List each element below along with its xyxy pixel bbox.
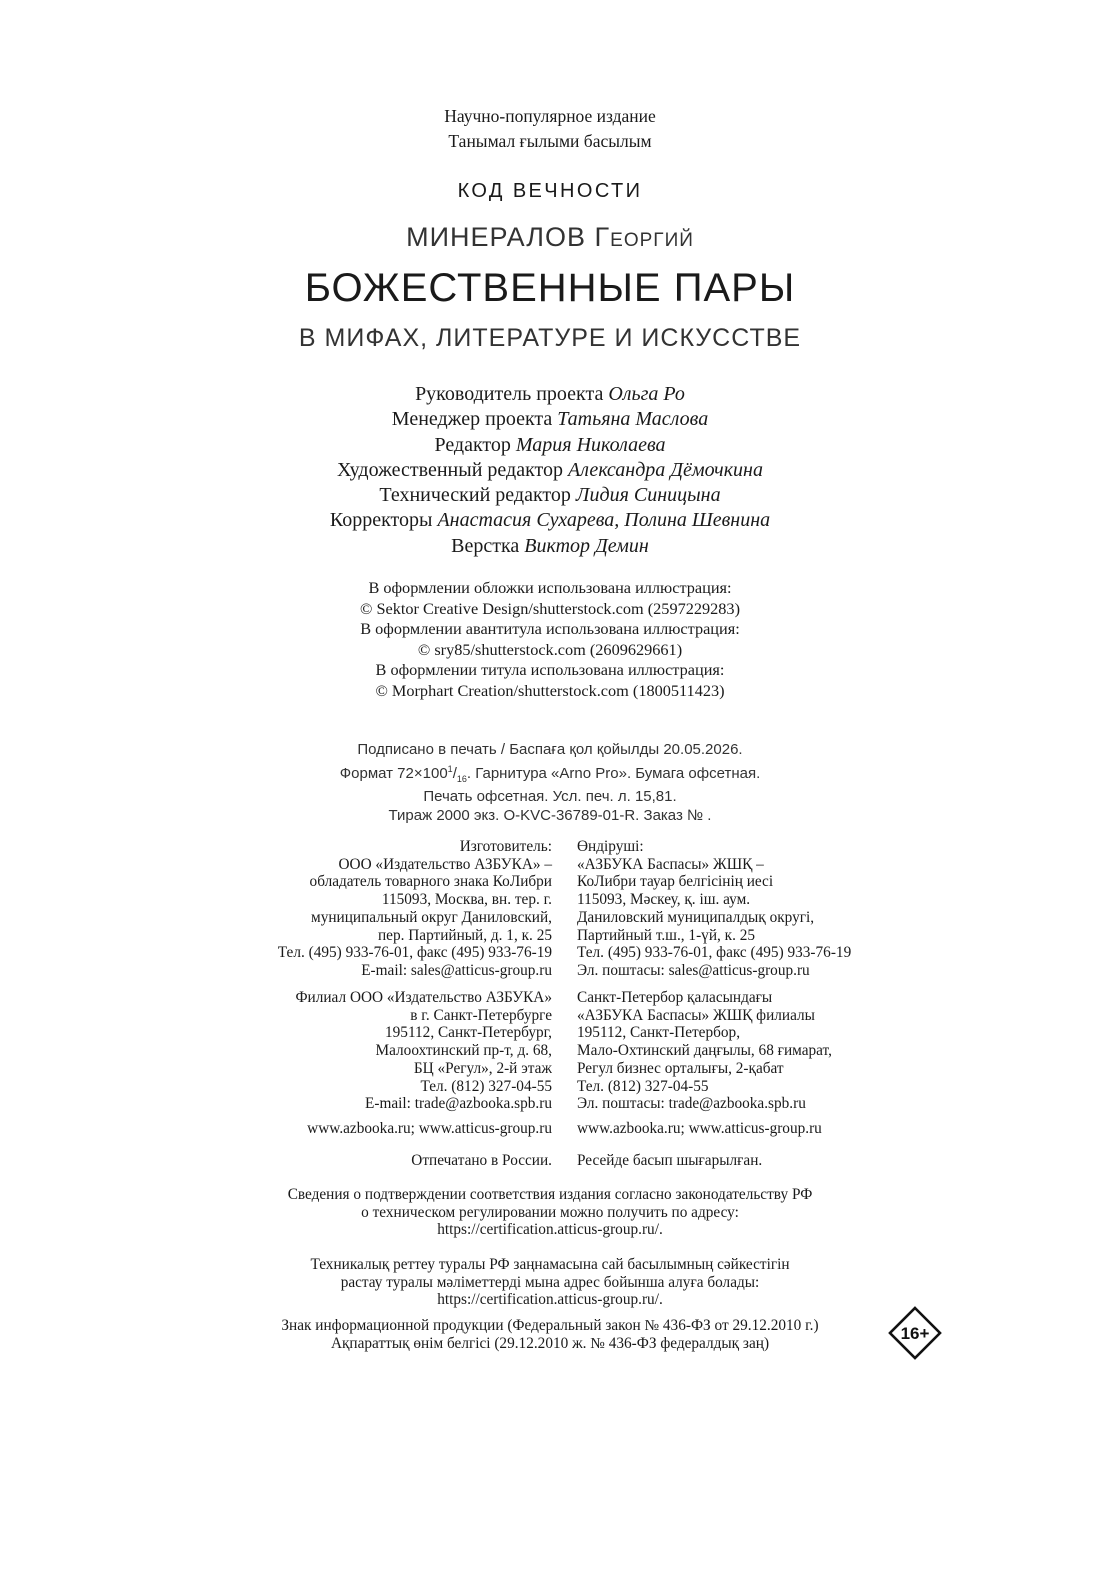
manufacturer-kz-line: Тел. (495) 933-76-01, факс (495) 933-76-19 <box>577 944 852 962</box>
credit-name: Виктор Демин <box>524 534 649 557</box>
credit-role: Менеджер проекта <box>391 408 553 431</box>
credit-role: Верстка <box>451 534 520 557</box>
branch-ru-line: Малоохтинский пр-т, д. 68, <box>375 1042 552 1060</box>
print-run: Тираж 2000 экз. O-KVC-36789-01-R. Заказ № . <box>388 806 712 824</box>
author-last-name: МИНЕРАЛОВ <box>406 222 587 252</box>
author <box>0 222 1100 253</box>
book-title: БОЖЕСТВЕННЫЕ ПАРЫ <box>304 266 796 310</box>
credit-line <box>0 433 1100 458</box>
branch-ru-line: 195112, Санкт-Петербург, <box>385 1024 552 1042</box>
illustration-line: © Sektor Creative Design/shutterstock.com (2597229283) <box>360 598 740 618</box>
credit-line <box>0 534 1100 559</box>
format-numerator: 1 <box>447 763 453 774</box>
certification-ru-line: Сведения о подтверждении соответствия издания согласно законодательству РФ <box>287 1186 813 1203</box>
credit-line <box>0 458 1100 483</box>
credit-name: Ольга Ро <box>608 383 685 405</box>
credit-name: Анастасия Сухарева, Полина Шевнина <box>437 509 771 532</box>
format-denominator: 16 <box>456 773 467 784</box>
credit-role: Редактор <box>434 433 511 456</box>
manufacturer-ru-line: Тел. (495) 933-76-01, факс (495) 933-76-19 <box>277 944 552 962</box>
edition-type <box>0 104 1100 154</box>
branch-kz-line: 195112, Санкт-Петербор, <box>577 1024 741 1042</box>
print-info <box>0 741 1100 825</box>
printed-in-ru: Отпечатано в России. <box>411 1152 552 1169</box>
manufacturer-kz-line: «АЗБУКА Баспасы» ЖШҚ – <box>577 855 764 873</box>
credit-name: Мария Николаева <box>515 433 666 456</box>
format-suffix: . Гарнитура «Arno Pro». Бумага офсетная. <box>466 764 761 782</box>
credit-name: Александра Дёмочкина <box>568 458 763 481</box>
certification-kz <box>0 1256 1100 1309</box>
credit-name: Лидия Синицына <box>575 484 721 507</box>
manufacturer-kz-line: Партийный т.ш., 1-үй, к. 25 <box>577 926 756 944</box>
branch-ru-email: E-mail: trade@azbooka.spb.ru <box>365 1095 552 1113</box>
credit-role: Корректоры <box>329 509 433 532</box>
format-line: Формат $72\times 100^1/_{16}$. Гарнитура «Arno Pro». Бумага офсетная. <box>339 763 761 784</box>
book-subtitle: В МИФАХ, ЛИТЕРАТУРЕ И ИСКУССТВЕ <box>298 324 802 352</box>
manufacturer-ru-line: муниципальный округ Даниловский, <box>311 908 552 926</box>
branch-ru-line: в г. Санкт-Петербурге <box>410 1006 552 1024</box>
age-rating-badge <box>888 1306 942 1360</box>
websites-kz: www.azbooka.ru; www.atticus-group.ru <box>577 1120 822 1137</box>
branch-ru-line: БЦ «Регул», 2-й этаж <box>413 1059 552 1077</box>
credits <box>0 382 1100 559</box>
print-type: Печать офсетная. Усл. печ. л. 15,81. <box>423 788 677 805</box>
info-label-kz: Ақпараттық өнім белгісі (29.12.2010 ж. № 436-ФЗ федералдық заң) <box>330 1334 770 1352</box>
edition-type-ru: Научно-популярное издание <box>444 106 656 126</box>
credit-line <box>0 382 1100 407</box>
branch-ru-line: Тел. (812) 327-04-55 <box>420 1077 552 1095</box>
manufacturer-kz-line: КоЛибри тауар белгісінің иесі <box>577 873 774 891</box>
branch-kz-line: Регул бизнес орталығы, 2-қабат <box>577 1059 784 1077</box>
manufacturer-ru-line: Изготовитель: <box>459 838 552 855</box>
manufacturer-ru <box>278 838 552 980</box>
manufacturer-ru-line: ООО «Издательство АЗБУКА» – <box>338 855 552 873</box>
illustration-line: © Morphart Creation/shutterstock.com (1800511423) <box>375 680 725 700</box>
manufacturer-kz-line: Өндіруші: <box>577 838 644 855</box>
branch-kz-line: Санкт-Петербор қаласындағы <box>577 989 773 1006</box>
branch-ru-line: Филиал ООО «Издательство АЗБУКА» <box>295 989 552 1006</box>
branch-ru <box>295 989 552 1113</box>
manufacturer-kz-email: Эл. поштасы: sales@atticus-group.ru <box>577 961 810 979</box>
credit-line <box>0 407 1100 432</box>
illustration-credits <box>0 578 1100 702</box>
credit-line <box>0 508 1100 533</box>
manufacturer-ru-line: 115093, Москва, вн. тер. г. <box>381 891 552 909</box>
age-rating-text: 16+ <box>900 1324 930 1343</box>
credit-role: Руководитель проекта <box>415 383 604 405</box>
credit-role: Технический редактор <box>379 484 571 507</box>
series-name: КОД ВЕЧНОСТИ <box>457 180 643 202</box>
branch-kz-line: «АЗБУКА Баспасы» ЖШҚ филиалы <box>577 1006 815 1024</box>
credit-name: Татьяна Маслова <box>557 408 709 431</box>
illustration-line: В оформлении титула использована иллюстрация: <box>375 660 725 680</box>
branch-kz-line: Мало-Охтинский даңғылы, 68 ғимарат, <box>577 1042 832 1060</box>
illustration-line: В оформлении обложки использована иллюстрация: <box>368 578 732 597</box>
credit-role: Художественный редактор <box>337 458 563 481</box>
credit-line <box>0 483 1100 508</box>
certification-kz-line: Техникалық реттеу туралы РФ заңнамасына сай басылымның сәйкестігін <box>310 1256 790 1273</box>
manufacturer-kz <box>577 838 851 980</box>
format-prefix: Формат 72×100 <box>339 764 448 782</box>
branch-kz-line: Тел. (812) 327-04-55 <box>577 1077 709 1095</box>
manufacturer-kz-line: Даниловский муниципалдық округі, <box>577 908 815 926</box>
manufacturer-kz-line: 115093, Мәскеу, қ. іш. аум. <box>577 891 751 909</box>
illustration-line: В оформлении авантитула использована иллюстрация: <box>360 619 740 639</box>
certification-ru-line: о техническом регулировании можно получить по адресу: <box>361 1203 739 1221</box>
edition-type-kz: Танымал ғылыми басылым <box>448 131 652 151</box>
branch-kz-email: Эл. поштасы: trade@azbooka.spb.ru <box>577 1095 806 1113</box>
certification-kz-url: https://certification.atticus-group.ru/. <box>437 1291 663 1309</box>
info-label-ru: Знак информационной продукции (Федеральный закон № 436-ФЗ от 29.12.2010 г.) <box>281 1317 819 1334</box>
manufacturer-ru-line: обладатель товарного знака КоЛибри <box>309 873 552 891</box>
certification-ru-url: https://certification.atticus-group.ru/. <box>437 1221 663 1239</box>
manufacturer-ru-line: пер. Партийный, д. 1, к. 25 <box>377 926 552 944</box>
branch-kz <box>577 989 832 1113</box>
author-first-name: Георгий <box>594 222 694 252</box>
illustration-line: © sry85/shutterstock.com (2609629661) <box>417 639 683 659</box>
signed-date: Подписано в печать / Баспаға қол қойылды 20.05.2026. <box>357 741 743 758</box>
printed-in-kz: Ресейде басып шығарылған. <box>577 1152 763 1169</box>
websites-ru: www.azbooka.ru; www.atticus-group.ru <box>307 1120 552 1137</box>
certification-ru <box>0 1186 1100 1239</box>
manufacturer-ru-email: E-mail: sales@atticus-group.ru <box>361 961 552 979</box>
certification-kz-line: растау туралы мәліметтерді мына адрес бойынша алуға болады: <box>340 1273 760 1291</box>
